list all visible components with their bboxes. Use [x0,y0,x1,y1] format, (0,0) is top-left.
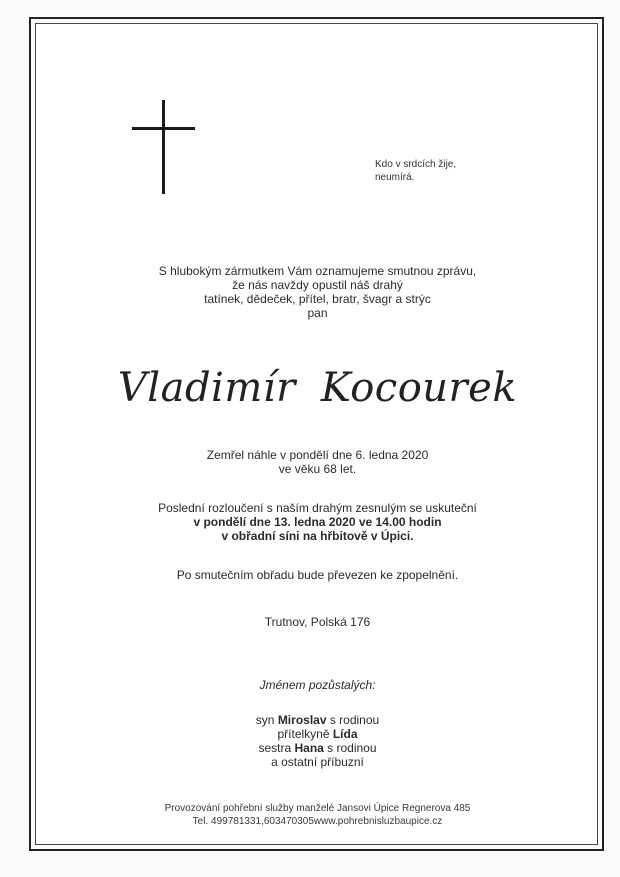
family-member [60,713,575,727]
motto-line: Kdo v srdcích žije, [375,159,457,170]
family-relation: přítelkyně [277,727,333,741]
cross-icon [132,100,196,194]
motto [375,158,495,184]
intro-line: S hlubokým zármutkem Vám oznamujeme smutnou zprávu, [158,264,477,278]
death-line: Zemřel náhle v pondělí dne 6. ledna 2020 [206,448,429,462]
family-member [60,727,575,741]
family-member [60,741,575,755]
funeral-service-footer [60,802,575,828]
intro-line: tatínek, dědeček, přítel, bratr, švagr a strýc [204,292,431,306]
family-suffix: s rodinou [323,741,377,755]
announcement-intro [60,264,575,320]
farewell-place: v obřadní síni na hřbitově v Úpici. [221,529,414,543]
address: Trutnov, Polská 176 [264,615,371,629]
family-name: Lída [332,727,358,741]
intro-line: že nás navždy opustil náš drahý [232,278,403,292]
death-notice [60,448,575,476]
farewell-line: Poslední rozloučení s naším drahým zesnulým se uskuteční [158,501,477,515]
family-name: Hana [294,741,324,755]
footer-line: Provozování pohřební služby manželé Jansovi Úpice Regnerova 485 [164,803,471,814]
footer-line: Tel. 499781331,603470305www.pohrebnisluzbaupice.cz [192,816,443,827]
intro-line: pan [307,306,328,320]
cremation-note: Po smutečním obřadu bude převezen ke zpopelnění. [176,568,459,582]
family-relation: sestra [258,741,295,755]
farewell-date: v pondělí dne 13. ledna 2020 ve 14.00 hodin [193,515,442,529]
motto-line: neumírá. [375,172,415,183]
death-line: ve věku 68 let. [278,462,357,476]
family-relation: a ostatní příbuzní [271,755,364,769]
deceased-name: Vladimír Kocourek [117,365,518,411]
family-suffix: s rodinou [326,713,380,727]
on-behalf-heading: Jménem pozůstalých: [259,678,376,692]
family-name: Miroslav [277,713,327,727]
family-relation: syn [255,713,278,727]
family-list [60,713,575,769]
family-member [60,755,575,769]
funeral-details [60,501,575,543]
